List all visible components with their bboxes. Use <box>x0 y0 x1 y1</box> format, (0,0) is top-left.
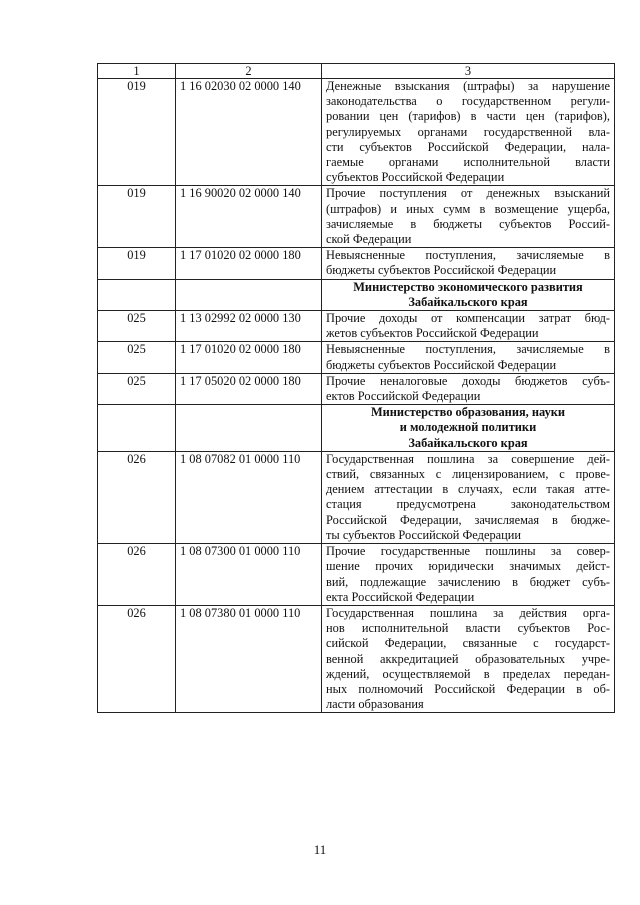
column-header-3: 3 <box>322 64 615 79</box>
description-cell <box>322 186 615 248</box>
description-line: ровании цен (тарифов) в части цен (тарифов), <box>326 109 610 124</box>
ministry-header-row <box>98 279 615 310</box>
empty-kbk-cell <box>176 405 322 452</box>
table-row <box>98 373 615 404</box>
description-cell <box>322 342 615 373</box>
budget-code-cell: 1 13 02992 02 0000 130 <box>176 311 322 342</box>
description-cell <box>322 373 615 404</box>
empty-kbk-cell <box>176 279 322 310</box>
admin-code-cell: 026 <box>98 605 176 712</box>
description-line: ных полномочий Российской Федерации в об- <box>326 681 610 696</box>
description-line: зачисляемые в бюджеты субъектов Россий- <box>326 216 610 231</box>
table-body <box>98 79 615 713</box>
description-line: вий, подлежащие зачислению в бюджет субъ- <box>326 574 610 589</box>
description-line: Прочие доходы от компенсации затрат бюд- <box>326 311 610 326</box>
description-line: ласти образования <box>326 697 424 712</box>
description-line: гаемые органами исполнительной власти <box>326 155 610 170</box>
budget-classification-table <box>97 63 615 713</box>
table-row <box>98 605 615 712</box>
budget-code-cell: 1 17 01020 02 0000 180 <box>176 248 322 279</box>
description-line: стация предусмотрена законодательством <box>326 497 610 512</box>
description-line: ждений, осуществляемой в пределах передан- <box>326 666 610 681</box>
description-line: жетов субъектов Российской Федерации <box>326 326 539 341</box>
description-line: Невыясненные поступления, зачисляемые в <box>326 248 610 263</box>
table-row <box>98 186 615 248</box>
ministry-name-cell <box>322 279 615 310</box>
ministry-name-line: Забайкальского края <box>408 294 528 309</box>
description-line: шение прочих юридически значимых дейст- <box>326 559 610 574</box>
budget-code-cell: 1 17 05020 02 0000 180 <box>176 373 322 404</box>
description-cell <box>322 248 615 279</box>
column-header-1: 1 <box>98 64 176 79</box>
description-line: законодательства о государственном регули- <box>326 94 610 109</box>
description-line: ской Федерации <box>326 232 412 247</box>
description-line: Государственная пошлина за действия орга- <box>326 605 610 620</box>
table-row <box>98 79 615 186</box>
table-row <box>98 342 615 373</box>
budget-code-cell: 1 16 90020 02 0000 140 <box>176 186 322 248</box>
table-row <box>98 544 615 606</box>
description-line: ствий, связанных с лицензированием, с прове- <box>326 467 610 482</box>
description-line: Денежные взыскания (штрафы) за нарушение <box>326 79 610 93</box>
ministry-header-row <box>98 405 615 452</box>
description-line: екта Российской Федерации <box>326 589 475 604</box>
admin-code-cell: 026 <box>98 451 176 543</box>
description-line: венной аккредитацией образовательных учре- <box>326 651 610 666</box>
description-line: регулируемых органами государственной вла- <box>326 124 610 139</box>
table-row <box>98 311 615 342</box>
admin-code-cell: 025 <box>98 373 176 404</box>
ministry-name-line: Министерство экономического развития <box>353 279 583 294</box>
table-header-row <box>98 64 615 79</box>
description-line: ектов Российской Федерации <box>326 389 481 404</box>
description-cell <box>322 79 615 186</box>
column-header-2: 2 <box>176 64 322 79</box>
ministry-name-line: Забайкальского края <box>408 435 528 450</box>
admin-code-cell: 019 <box>98 79 176 186</box>
description-line: бюджеты субъектов Российской Федерации <box>326 263 557 278</box>
description-line: нов исполнительной власти субъектов Рос- <box>326 621 610 636</box>
description-line: дением аттестации в случаях, если такая атте- <box>326 482 610 497</box>
description-cell <box>322 544 615 606</box>
empty-code-cell <box>98 405 176 452</box>
admin-code-cell: 025 <box>98 342 176 373</box>
ministry-name-line: и молодежной политики <box>399 420 537 435</box>
description-line: бюджеты субъектов Российской Федерации <box>326 357 557 372</box>
description-line: субъектов Российской Федерации <box>326 170 505 185</box>
budget-code-cell: 1 08 07082 01 0000 110 <box>176 451 322 543</box>
description-line: Прочие государственные пошлины за совер- <box>326 544 610 559</box>
description-line: Российской Федерации, зачисляемая в бюдже- <box>326 512 610 527</box>
ministry-name-line: Министерство образования, науки <box>370 405 566 420</box>
description-line: Невыясненные поступления, зачисляемые в <box>326 342 610 357</box>
description-line: Прочие неналоговые доходы бюджетов субъ- <box>326 373 610 388</box>
description-line: сийской Федерации, связанные с государст- <box>326 636 610 651</box>
table-row <box>98 248 615 279</box>
description-line: сти субъектов Российской Федерации, нала- <box>326 139 610 154</box>
description-cell <box>322 605 615 712</box>
description-cell <box>322 451 615 543</box>
page-number: 11 <box>313 842 327 857</box>
description-line: Государственная пошлина за совершение дей- <box>326 451 610 466</box>
admin-code-cell: 026 <box>98 544 176 606</box>
budget-code-cell: 1 17 01020 02 0000 180 <box>176 342 322 373</box>
description-line: (штрафов) и иных сумм в возмещение ущерба, <box>326 201 610 216</box>
budget-code-cell: 1 08 07380 01 0000 110 <box>176 605 322 712</box>
description-line: Прочие поступления от денежных взысканий <box>326 186 610 201</box>
description-line: ты субъектов Российской Федерации <box>326 527 522 542</box>
admin-code-cell: 019 <box>98 248 176 279</box>
description-cell <box>322 311 615 342</box>
table-row <box>98 451 615 543</box>
empty-code-cell <box>98 279 176 310</box>
budget-code-cell: 1 08 07300 01 0000 110 <box>176 544 322 606</box>
ministry-name-cell <box>322 405 615 452</box>
budget-code-cell: 1 16 02030 02 0000 140 <box>176 79 322 186</box>
admin-code-cell: 019 <box>98 186 176 248</box>
admin-code-cell: 025 <box>98 311 176 342</box>
